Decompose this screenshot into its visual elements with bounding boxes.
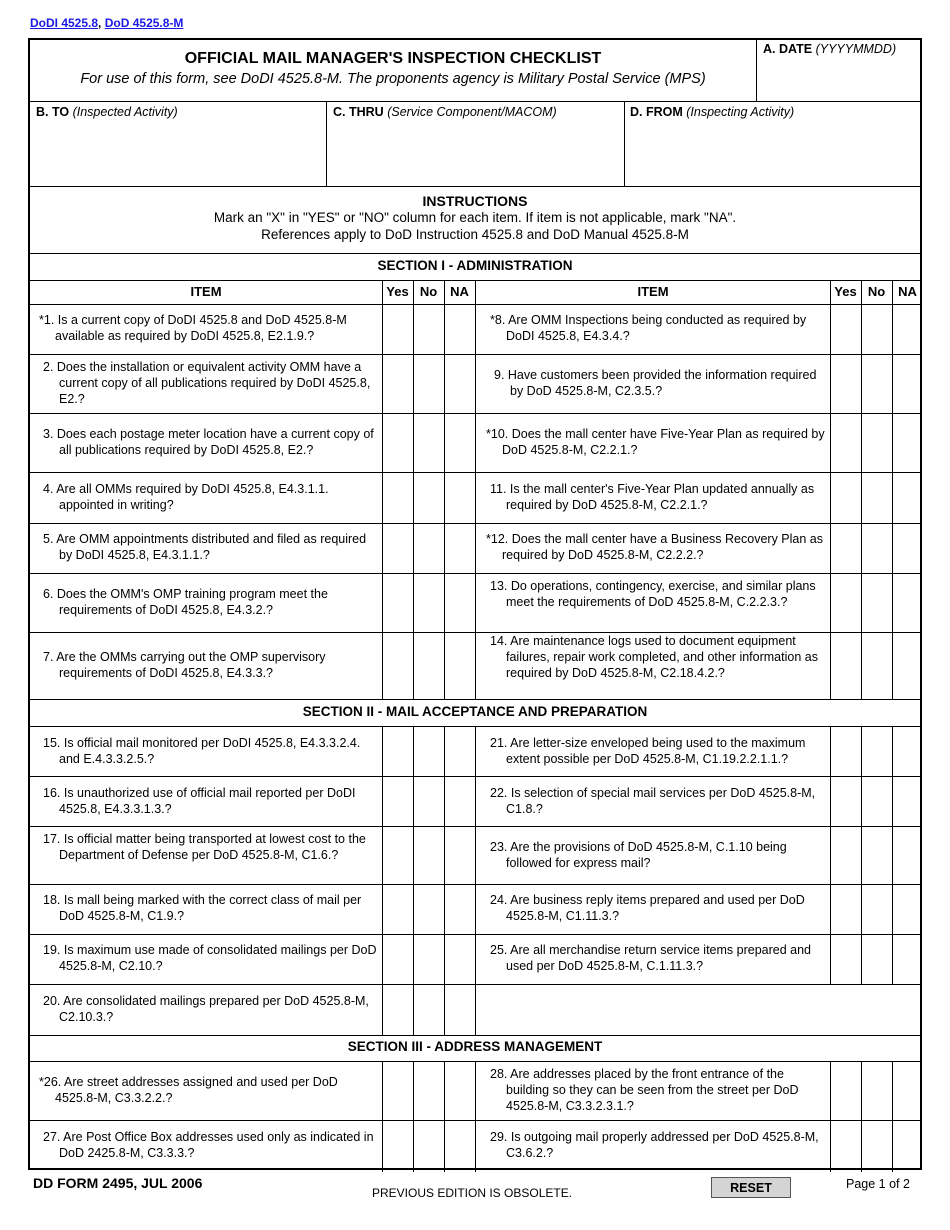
question-6-na-checkbox[interactable]: [445, 574, 475, 632]
no-column-header-left: No: [419, 284, 438, 299]
page-number: Page 1 of 2: [846, 1177, 910, 1191]
question-1-na-checkbox[interactable]: [445, 305, 475, 354]
question-21: 21. Are letter-size enveloped being used to the maximum extent possible per DoD 4525.8-M, C1.19.2.2.1.1.?: [490, 736, 806, 766]
to-field[interactable]: [32, 120, 324, 184]
question-25: 25. Are all merchandise return service items prepared and used per DoD 4525.8-M, C.1.11.3.?: [490, 943, 811, 973]
question-14-na-checkbox[interactable]: [893, 633, 923, 699]
question-12-no-checkbox[interactable]: [862, 524, 892, 573]
question-28: 28. Are addresses placed by the front entrance of the building so they can be seen from the street per DoD 4525.8-M, C3.3.2.3.1.?: [490, 1067, 799, 1113]
question-16-na-checkbox[interactable]: [445, 777, 475, 826]
question-17-no-checkbox[interactable]: [414, 827, 444, 884]
question-13: 13. Do operations, contingency, exercise, and similar plans meet the requirements of DoD 4525.8-M, C.2.2.3.?: [490, 579, 816, 609]
question-22: 22. Is selection of special mail services per DoD 4525.8-M, C1.8.?: [490, 786, 816, 816]
form-frame: [28, 38, 922, 1170]
question-18-yes-checkbox[interactable]: [383, 885, 413, 934]
question-24: 24. Are business reply items prepared and used per DoD 4525.8-M, C1.11.3.?: [490, 893, 805, 923]
question-23-na-checkbox[interactable]: [893, 827, 923, 884]
question-27-no-checkbox[interactable]: [414, 1121, 444, 1172]
question-7-no-checkbox[interactable]: [414, 633, 444, 699]
question-2-yes-checkbox[interactable]: [383, 355, 413, 413]
question-7-na-checkbox[interactable]: [445, 633, 475, 699]
question-23-no-checkbox[interactable]: [862, 827, 892, 884]
reference-links: DoDI 4525.8, DoD 4525.8-M: [30, 16, 184, 30]
question-24-no-checkbox[interactable]: [862, 885, 892, 934]
question-25-na-checkbox[interactable]: [893, 935, 923, 984]
question-20-na-checkbox[interactable]: [445, 985, 475, 1035]
question-12: *12. Does the mall center have a Business Recovery Plan as required by DoD 4525.8-M, C2.2.2.?: [486, 532, 823, 562]
yes-column-header-right: Yes: [834, 284, 857, 299]
question-16-no-checkbox[interactable]: [414, 777, 444, 826]
link-dodi-4525-8[interactable]: DoDI 4525.8: [30, 16, 99, 30]
question-27-na-checkbox[interactable]: [445, 1121, 475, 1172]
question-26-na-checkbox[interactable]: [445, 1062, 475, 1120]
question-27: 27. Are Post Office Box addresses used only as indicated in DoD 2425.8-M, C3.3.3.?: [43, 1130, 374, 1160]
question-11-no-checkbox[interactable]: [862, 473, 892, 523]
question-14-no-checkbox[interactable]: [862, 633, 892, 699]
question-23: 23. Are the provisions of DoD 4525.8-M, C.1.10 being followed for express mail?: [490, 840, 787, 870]
question-15: 15. Is official mail monitored per DoDI 4525.8, E4.3.3.2.4. and E.4.3.3.2.5.?: [43, 736, 361, 766]
question-25-yes-checkbox[interactable]: [831, 935, 861, 984]
question-5: 5. Are OMM appointments distributed and filed as required by DoDI 4525.8, E4.3.1.1.?: [43, 532, 367, 562]
reset-button[interactable]: RESET: [711, 1177, 791, 1198]
question-9-yes-checkbox[interactable]: [831, 355, 861, 413]
question-21-na-checkbox[interactable]: [893, 727, 923, 776]
question-15-no-checkbox[interactable]: [414, 727, 444, 776]
question-8-no-checkbox[interactable]: [862, 305, 892, 354]
instructions-line-1: Mark an "X" in "YES" or "NO" column for each item. If item is not applicable, mark "NA".: [213, 210, 737, 225]
question-25-no-checkbox[interactable]: [862, 935, 892, 984]
question-28-na-checkbox[interactable]: [893, 1062, 923, 1120]
question-29-no-checkbox[interactable]: [862, 1121, 892, 1172]
no-column-header-right: No: [867, 284, 886, 299]
question-6: 6. Does the OMM's OMP training program meet the requirements of DoDI 4525.8, E4.3.2.?: [43, 587, 328, 617]
question-29-na-checkbox[interactable]: [893, 1121, 923, 1172]
question-3-na-checkbox[interactable]: [445, 414, 475, 472]
question-10-yes-checkbox[interactable]: [831, 414, 861, 472]
question-9-na-checkbox[interactable]: [893, 355, 923, 413]
instructions-line-2: References apply to DoD Instruction 4525.8 and DoD Manual 4525.8-M: [261, 227, 689, 242]
question-28-no-checkbox[interactable]: [862, 1062, 892, 1120]
question-13-na-checkbox[interactable]: [893, 574, 923, 632]
question-17-na-checkbox[interactable]: [445, 827, 475, 884]
item-column-header-left: ITEM: [190, 284, 222, 299]
thru-field[interactable]: [328, 120, 622, 184]
question-28-yes-checkbox[interactable]: [831, 1062, 861, 1120]
question-6-no-checkbox[interactable]: [414, 574, 444, 632]
question-4-no-checkbox[interactable]: [414, 473, 444, 523]
question-7: 7. Are the OMMs carrying out the OMP supervisory requirements of DoDI 4525.8, E4.3.3.?: [43, 650, 326, 680]
question-9-no-checkbox[interactable]: [862, 355, 892, 413]
question-12-yes-checkbox[interactable]: [831, 524, 861, 573]
question-17: 17. Is official matter being transported at lowest cost to the Department of Defense per DoD 4525.8-M, C1.6.?: [43, 832, 366, 862]
question-19-no-checkbox[interactable]: [414, 935, 444, 984]
question-11: 11. Is the mall center's Five-Year Plan updated annually as required by DoD 4525.8-M, C2.2.1.?: [490, 482, 815, 512]
question-13-no-checkbox[interactable]: [862, 574, 892, 632]
question-18-na-checkbox[interactable]: [445, 885, 475, 934]
question-17-yes-checkbox[interactable]: [383, 827, 413, 884]
question-20: 20. Are consolidated mailings prepared per DoD 4525.8-M, C2.10.3.?: [43, 994, 369, 1024]
question-2: 2. Does the installation or equivalent activity OMM have a current copy of all publications required by DoDI 4525.8, E2.?: [43, 360, 371, 406]
question-2-no-checkbox[interactable]: [414, 355, 444, 413]
form-number: DD FORM 2495, JUL 2006: [33, 1175, 203, 1191]
question-8-yes-checkbox[interactable]: [831, 305, 861, 354]
question-19-na-checkbox[interactable]: [445, 935, 475, 984]
question-29: 29. Is outgoing mail properly addressed per DoD 4525.8-M, C3.6.2.?: [490, 1130, 819, 1160]
question-12-na-checkbox[interactable]: [893, 524, 923, 573]
na-column-header-right: NA: [898, 284, 917, 299]
date-field[interactable]: [757, 56, 922, 100]
question-7-yes-checkbox[interactable]: [383, 633, 413, 699]
question-8-na-checkbox[interactable]: [893, 305, 923, 354]
question-1-yes-checkbox[interactable]: [383, 305, 413, 354]
instructions-title: INSTRUCTIONS: [422, 193, 528, 209]
question-2-na-checkbox[interactable]: [445, 355, 475, 413]
question-16-yes-checkbox[interactable]: [383, 777, 413, 826]
question-11-yes-checkbox[interactable]: [831, 473, 861, 523]
question-13-yes-checkbox[interactable]: [831, 574, 861, 632]
link-dod-4525-8-m[interactable]: DoD 4525.8-M: [104, 16, 184, 30]
question-15-na-checkbox[interactable]: [445, 727, 475, 776]
form-subtitle: For use of this form, see DoDI 4525.8-M. The proponents agency is Military Postal Service (MPS): [80, 71, 706, 87]
question-20-yes-checkbox[interactable]: [383, 985, 413, 1035]
question-3-yes-checkbox[interactable]: [383, 414, 413, 472]
question-29-yes-checkbox[interactable]: [831, 1121, 861, 1172]
question-26-yes-checkbox[interactable]: [383, 1062, 413, 1120]
question-1: *1. Is a current copy of DoDI 4525.8 and DoD 4525.8-M available as required by DoDI 4525.8, E2.1.9.?: [39, 313, 347, 343]
section-3-title: SECTION III - ADDRESS MANAGEMENT: [347, 1039, 603, 1054]
date-field-label: A. DATE (YYYYMMDD): [763, 42, 897, 56]
yes-column-header-left: Yes: [386, 284, 409, 299]
question-5-yes-checkbox[interactable]: [383, 524, 413, 573]
question-5-na-checkbox[interactable]: [445, 524, 475, 573]
question-16: 16. Is unauthorized use of official mail reported per DoDI 4525.8, E4.3.3.1.3.?: [43, 786, 356, 816]
question-26-no-checkbox[interactable]: [414, 1062, 444, 1120]
question-11-na-checkbox[interactable]: [893, 473, 923, 523]
previous-edition-note: PREVIOUS EDITION IS OBSOLETE.: [372, 1186, 573, 1200]
section-2-title: SECTION II - MAIL ACCEPTANCE AND PREPARATION: [302, 704, 648, 719]
question-6-yes-checkbox[interactable]: [383, 574, 413, 632]
question-10-na-checkbox[interactable]: [893, 414, 923, 472]
question-22-yes-checkbox[interactable]: [831, 777, 861, 826]
question-24-na-checkbox[interactable]: [893, 885, 923, 934]
question-19-yes-checkbox[interactable]: [383, 935, 413, 984]
section-1-title: SECTION I - ADMINISTRATION: [377, 258, 573, 273]
question-5-no-checkbox[interactable]: [414, 524, 444, 573]
question-1-no-checkbox[interactable]: [414, 305, 444, 354]
question-14-yes-checkbox[interactable]: [831, 633, 861, 699]
question-3: 3. Does each postage meter location have a current copy of all publications required by DoDI 4525.8, E2.?: [43, 427, 374, 457]
question-21-yes-checkbox[interactable]: [831, 727, 861, 776]
na-column-header-left: NA: [450, 284, 469, 299]
question-22-no-checkbox[interactable]: [862, 777, 892, 826]
thru-field-label: C. THRU (Service Component/MACOM): [333, 105, 557, 119]
question-10: *10. Does the mall center have Five-Year Plan as required by DoD 4525.8-M, C2.2.1.?: [486, 427, 825, 457]
from-field-label: D. FROM (Inspecting Activity): [630, 105, 795, 119]
question-19: 19. Is maximum use made of consolidated mailings per DoD 4525.8-M, C2.10.?: [43, 943, 377, 973]
question-10-no-checkbox[interactable]: [862, 414, 892, 472]
question-15-yes-checkbox[interactable]: [383, 727, 413, 776]
question-18-no-checkbox[interactable]: [414, 885, 444, 934]
question-21-no-checkbox[interactable]: [862, 727, 892, 776]
from-field[interactable]: [626, 120, 920, 184]
question-27-yes-checkbox[interactable]: [383, 1121, 413, 1172]
question-3-no-checkbox[interactable]: [414, 414, 444, 472]
question-26: *26. Are street addresses assigned and used per DoD 4525.8-M, C3.3.2.2.?: [39, 1075, 338, 1105]
question-18: 18. Is mall being marked with the correct class of mail per DoD 4525.8-M, C1.9.?: [43, 893, 362, 923]
question-22-na-checkbox[interactable]: [893, 777, 923, 826]
question-9: 9. Have customers been provided the information required by DoD 4525.8-M, C2.3.5.?: [494, 368, 817, 398]
question-24-yes-checkbox[interactable]: [831, 885, 861, 934]
question-4-na-checkbox[interactable]: [445, 473, 475, 523]
to-field-label: B. TO (Inspected Activity): [36, 105, 178, 119]
question-20-no-checkbox[interactable]: [414, 985, 444, 1035]
item-column-header-right: ITEM: [637, 284, 669, 299]
question-23-yes-checkbox[interactable]: [831, 827, 861, 884]
form-title: OFFICIAL MAIL MANAGER'S INSPECTION CHECKLIST: [184, 50, 602, 67]
question-4: 4. Are all OMMs required by DoDI 4525.8, E4.3.1.1. appointed in writing?: [43, 482, 329, 512]
question-14: 14. Are maintenance logs used to document equipment failures, repair work completed, and other information as required by DoD 4525.8-M, C2.18.4.2.?: [490, 634, 818, 680]
question-4-yes-checkbox[interactable]: [383, 473, 413, 523]
question-8: *8. Are OMM Inspections being conducted as required by DoDI 4525.8, E4.3.4.?: [490, 313, 807, 343]
